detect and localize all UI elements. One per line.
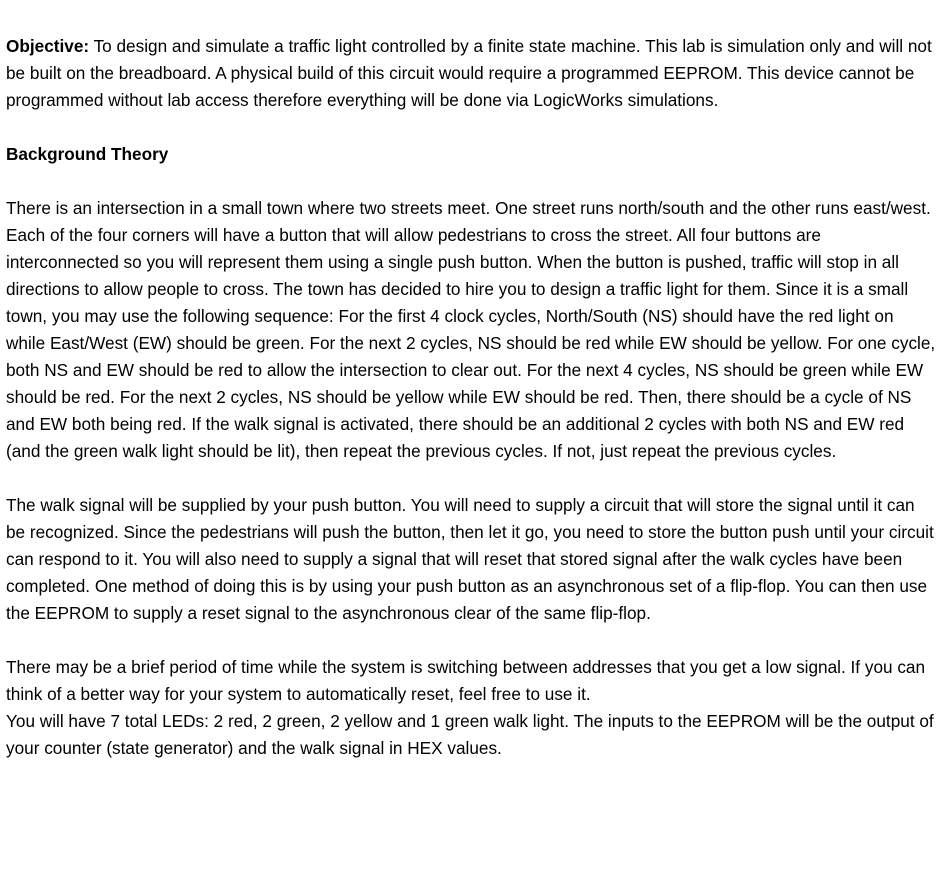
paragraph-spacer — [6, 627, 936, 654]
paragraph-spacer — [6, 168, 936, 195]
objective-label: Objective: — [6, 36, 90, 56]
background-theory-heading: Background Theory — [6, 144, 169, 164]
paragraph-spacer — [6, 465, 936, 492]
intersection-paragraph: There is an intersection in a small town where two streets meet. One street runs north/south and the other runs east/west. Each of the four corners will have a button that will allow pedestrians to cross the street. All four buttons are interconnected so you will represent them using a single push button. When the button is pushed, traffic will stop in all directions to allow people to cross. The town has decided to hire you to design a traffic light for them. Since it is a small town, you may use the following sequence: For the first 4 clock cycles, North/South (NS) should have the red light on while East/West (EW) should be green. For the next 2 cycles, NS should be red while EW should be yellow. For one cycle, both NS and EW should be red to allow the intersection to clear out. For the next 4 cycles, NS should be green while EW should be red. For the next 2 cycles, NS should be yellow while EW should be red. Then, there should be a cycle of NS and EW both being red. If the walk signal is activated, there should be an additional 2 cycles with both NS and EW red (and the green walk light should be lit), then repeat the previous cycles. If not, just repeat the previous cycles. — [6, 198, 936, 461]
paragraph-spacer — [6, 114, 936, 141]
walk-signal-paragraph: The walk signal will be supplied by your push button. You will need to supply a circuit that will store the signal until it can be recognized. Since the pedestrians will push the button, then let it go, you need to store the button push until your circuit can respond to it. You will also need to supply a signal that will reset that stored signal after the walk cycles have been completed. One method of doing this is by using your push button as an asynchronous set of a flip-flop. You can then use the EEPROM to supply a reset signal to the asynchronous clear of the same flip-flop. — [6, 495, 934, 623]
leds-paragraph: You will have 7 total LEDs: 2 red, 2 green, 2 yellow and 1 green walk light. The inputs to the EEPROM will be the output of your counter (state generator) and the walk signal in HEX values. — [6, 711, 934, 758]
objective-paragraph — [6, 33, 936, 114]
document-body — [6, 33, 936, 762]
objective-text: To design and simulate a traffic light controlled by a finite state machine. This lab is simulation only and will not be built on the breadboard. A physical build of this circuit would require a programmed EEPROM. This device cannot be programmed without lab access therefore everything will be done via LogicWorks simulations. — [6, 36, 932, 110]
low-signal-paragraph: There may be a brief period of time while the system is switching between addresses that you get a low signal. If you can think of a better way for your system to automatically reset, feel free to use it. — [6, 657, 926, 704]
